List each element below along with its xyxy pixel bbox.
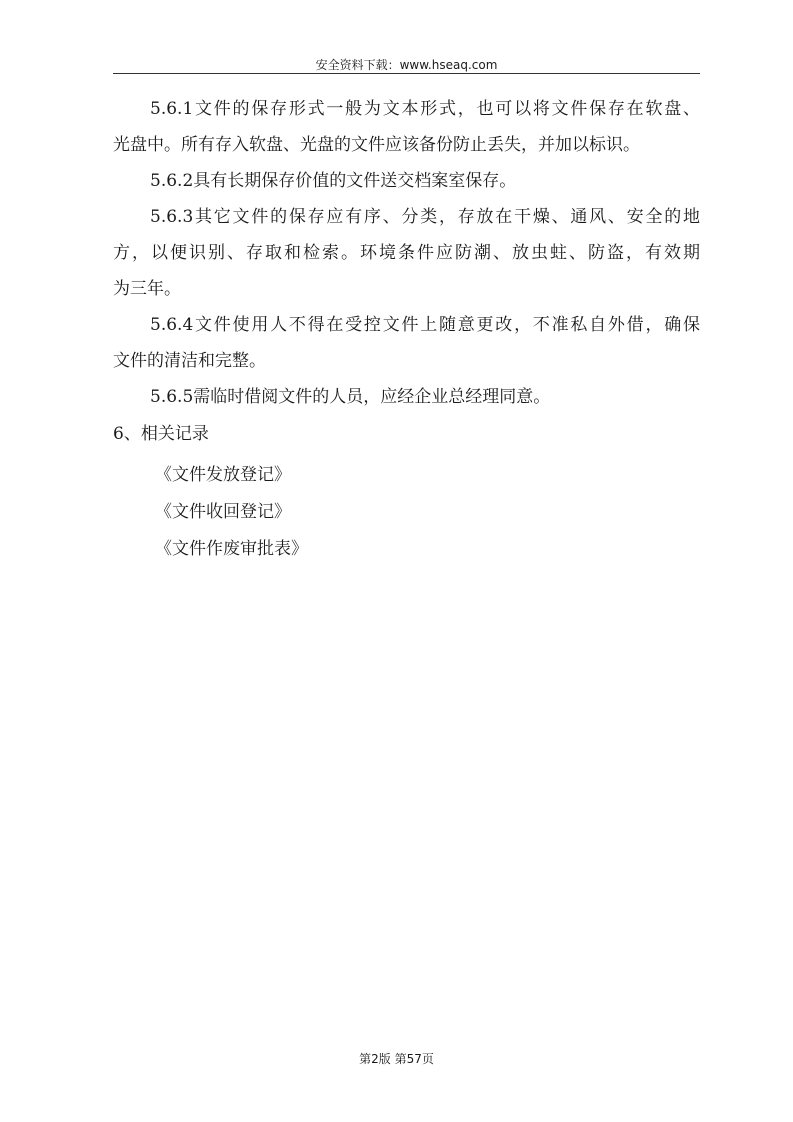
paragraph-5-6-4-line-2: 文件的清洁和完整。 bbox=[113, 351, 266, 371]
paragraph-5-6-3-line-3: 为三年。 bbox=[113, 279, 181, 299]
section-heading: 6、相关记录 bbox=[113, 424, 209, 444]
paragraph-5-6-3-line-1: 5.6.3其它文件的保存应有序、分类，存放在干燥、通风、安全的地 bbox=[150, 207, 700, 227]
page-header: 安全资料下载：www.hseaq.com bbox=[315, 58, 498, 72]
page-footer: 第2版 第57页 bbox=[359, 1052, 434, 1066]
paragraph-5-6-5-line-1: 5.6.5需临时借阅文件的人员，应经企业总经理同意。 bbox=[150, 387, 551, 407]
paragraph-5-6-4-line-1: 5.6.4文件使用人不得在受控文件上随意更改，不准私自外借，确保 bbox=[150, 315, 700, 335]
paragraph-5-6-1-line-2: 光盘中。所有存入软盘、光盘的文件应该备份防止丢失，并加以标识。 bbox=[113, 135, 640, 155]
paragraph-5-6-3-line-2: 方，以便识别、存取和检索。环境条件应防潮、放虫蛀、防盗，有效期 bbox=[113, 243, 700, 263]
header-rule bbox=[113, 73, 700, 74]
record-item: 《文件发放登记》 bbox=[155, 465, 291, 485]
paragraph-5-6-1-line-1: 5.6.1文件的保存形式一般为文本形式，也可以将文件保存在软盘、 bbox=[150, 99, 700, 119]
paragraph-5-6-2-line-1: 5.6.2具有长期保存价值的文件送交档案室保存。 bbox=[150, 171, 517, 191]
record-item: 《文件收回登记》 bbox=[155, 502, 291, 522]
record-item: 《文件作废审批表》 bbox=[155, 539, 308, 559]
